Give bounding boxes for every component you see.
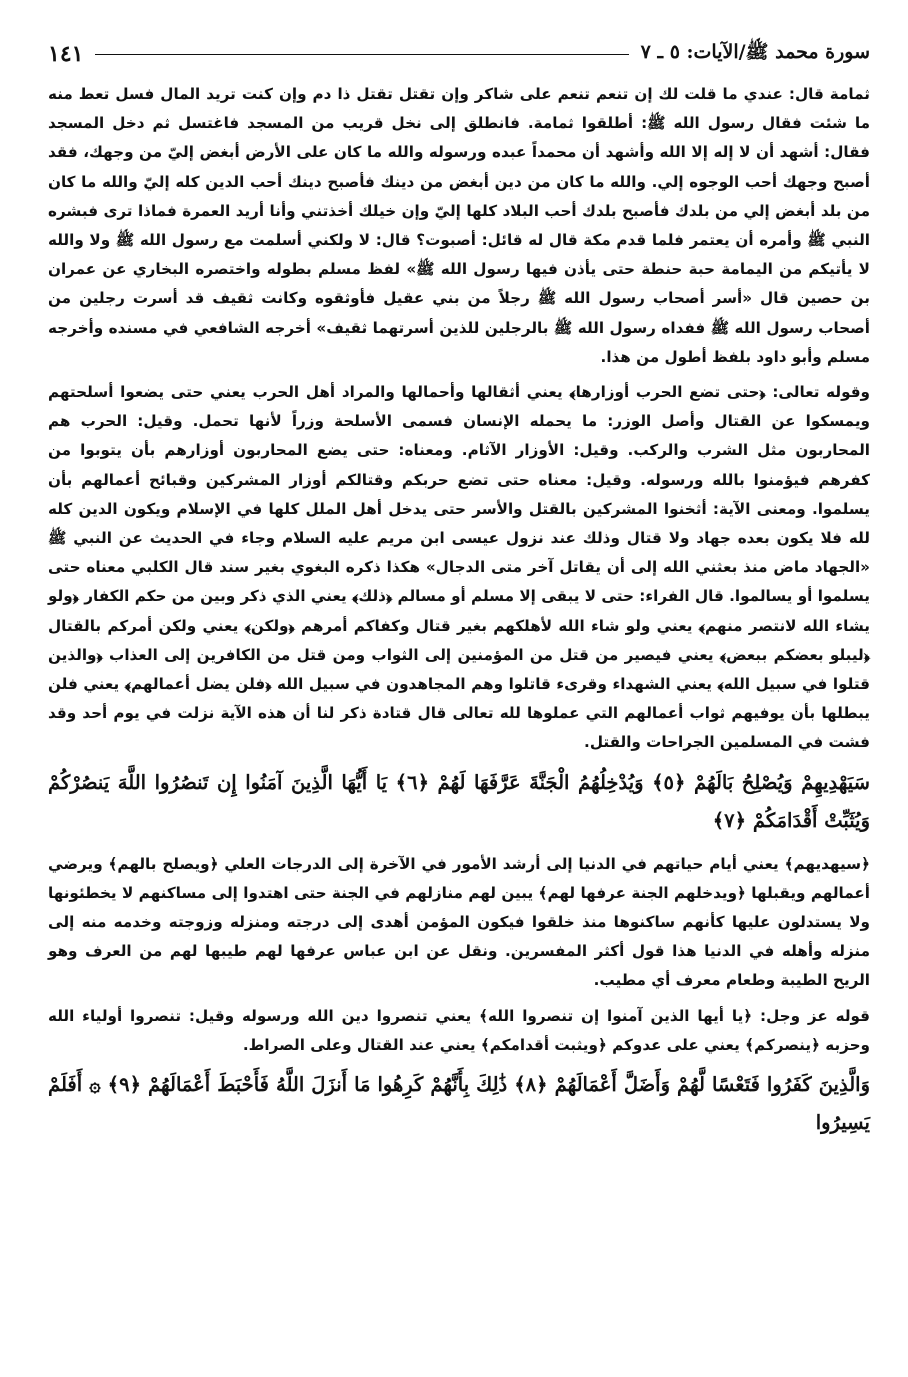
commentary-paragraph-3: ﴿سيهديهم﴾ يعني أيام حياتهم في الدنيا إلى أرشد الأمور في الآخرة إلى الدرجات العلي ﴿ويصلح بالهم﴾ ويرضي أعمالهم ويقبلها ﴿ويدخلهم الجنة عرفها لهم﴾ يبين لهم منازلهم في الجنة حتى اهتدوا إلى مساكنهم لا يخطئونها ولا يستدلون عليها كأنهم ساكنوها منذ خلقوا فيكون المؤمن أهدى إلى درجته ومنزله وزوجته وخدمه منه إلى منزله وأهله في الدنيا هذا قول أكثر المفسرين. ونقل عن ابن عباس عرفها لهم طيبها لهم من العرف وهو الريح الطيبة وطعام معرف أي مطيب.: [48, 854, 870, 990]
commentary-paragraph-4: قوله عز وجل: ﴿يا أيها الذين آمنوا إن تنصروا الله﴾ يعني تنصروا دين الله ورسوله وقيل: تنصروا أولياء الله وحزبه ﴿ينصركم﴾ يعني على عدوكم ﴿ويثبت أقدامكم﴾ يعني عند القتال وعلى الصراط.: [48, 1006, 870, 1054]
commentary-paragraph-2: وقوله تعالى: ﴿حتى تضع الحرب أوزارها﴾ يعني أثقالها وأحمالها والمراد أهل الحرب يعني حتى يضعوا أسلحتهم ويمسكوا عن القتال وأصل الوزر: ما يحمله الإنسان فسمى الأسلحة وزراً لأنها تحمل. وقيل: الحرب هم المحاربون مثل الشرب والركب. وقيل: الأوزار الآثام. ومعناه: حتى يضع المحاربون أوزارهم بأن يتوبوا من كفرهم فيؤمنوا بالله ورسوله. وقيل: معناه حتى تضع حربكم وقتالكم أوزار المشركين وقبائح أعمالهم بأن يسلموا. ومعنى الآية: أثخنوا المشركين بالقتل والأسر حتى يدخل أهل الملل كلها في الإسلام ويكون الدين كله لله فلا يكون بعده جهاد ولا قتال وذلك عند نزول عيسى ابن مريم عليه السلام وجاء في الحديث عن النبي ﷺ «الجهاد ماض منذ بعثني الله إلى أن يقاتل آخر متى الدجال» هكذا ذكره البغوي بغير سند قال الكلبي معناه حتى يسلموا أو يسالموا. قال الفراء: حتى لا يبقى إلا مسلم أو مسالم ﴿ذلك﴾ يعني الذي ذكر وبين من حكم الكفار ﴿ولو يشاء الله لانتصر منهم﴾ يعني ولو شاء الله لأهلكهم بغير قتال وكفاكم أمرهم ﴿ولكن﴾ يعني ولكن أمركم بالقتال ﴿ليبلو بعضكم ببعض﴾ يعني فيصير من قتل من المؤمنين إلى الثواب ومن قتل من الكافرين إلى العذاب ﴿والذين قتلوا في سبيل الله﴾ يعني الشهداء وقرىء قاتلوا وهم المجاهدون في سبيل الله ﴿فلن يضل أعمالهم﴾ يعني فلن يبطلها بأن يوفيهم ثواب أعمالهم التي عملوها لله تعالى قال قتادة ذكر لنا أن هذه الآية نزلت في يوم أحد وقد فشت في المسلمين الجراحات والقتل.: [48, 383, 870, 752]
page-header: [48, 40, 870, 68]
surah-heading: سورة محمد ﷺ/الآيات: ٥ ـ ٧: [640, 41, 870, 63]
commentary-paragraph-1: ثمامة قال: عندي ما قلت لك إن تنعم تنعم على شاكر وإن تقتل تقتل ذا دم وإن كنت تريد المال فسل تعط منه ما شئت فقال رسول الله ﷺ: أطلقوا ثمامة. فانطلق إلى نخل قريب من المسجد فاغتسل ثم دخل المسجد فقال: أشهد أن لا إله إلا الله وأشهد أن محمداً عبده ورسوله والله ما كان على الأرض أبغض إليّ من وجهك، فقد أصبح وجهك أحب الوجوه إلي. والله ما كان من دين أبغض من دينك فأصبح دينك أحب الدين كله إليّ والله ما كان من بلد أبغض إلي من بلدك فأصبح بلدك أحب البلاد كلها إليّ وإن خيلك أخذتني وأنا أريد العمرة فماذا ترى فبشره النبي ﷺ وأمره أن يعتمر فلما قدم مكة قال له قائل: أصبوت؟ قال: لا ولكني أسلمت مع رسول الله ﷺ ولا والله لا يأتيكم من اليمامة حبة حنطة حتى يأذن فيها رسول الله ﷺ» لفظ مسلم بطوله واختصره البخاري عن عمران بن حصين قال «أسر أصحاب رسول الله ﷺ رجلاً من بني عقيل فأوثقوه وكانت ثقيف قد أسرت رجلين من أصحاب رسول الله ﷺ ففداه رسول الله ﷺ بالرجلين للذين أسرتهما ثقيف» أخرجه الشافعي في مسنده وأخرجه مسلم وأبو داود بلفظ أطول من هذا.: [48, 85, 870, 366]
quran-verses-5-7: سَيَهْدِيهِمْ وَيُصْلِحُ بَالَهُمْ ﴿٥﴾ وَيُدْخِلُهُمُ الْجَنَّةَ عَرَّفَهَا لَهُمْ ﴿٦﴾ يَا أَيُّهَا الَّذِينَ آمَنُوا إِن تَنصُرُوا اللَّهَ يَنصُرْكُمْ وَيُثَبِّتْ أَقْدَامَكُمْ ﴿٧﴾: [48, 770, 870, 832]
header-rule: [95, 54, 628, 55]
quran-verses-8-10: وَالَّذِينَ كَفَرُوا فَتَعْسًا لَّهُمْ وَأَضَلَّ أَعْمَالَهُمْ ﴿٨﴾ ذَٰلِكَ بِأَنَّهُمْ كَرِهُوا مَا أَنزَلَ اللَّهُ فَأَحْبَطَ أَعْمَالَهُمْ ﴿٩﴾ ۞ أَفَلَمْ يَسِيرُوا: [48, 1073, 870, 1135]
page-number: ١٤١: [48, 41, 84, 67]
